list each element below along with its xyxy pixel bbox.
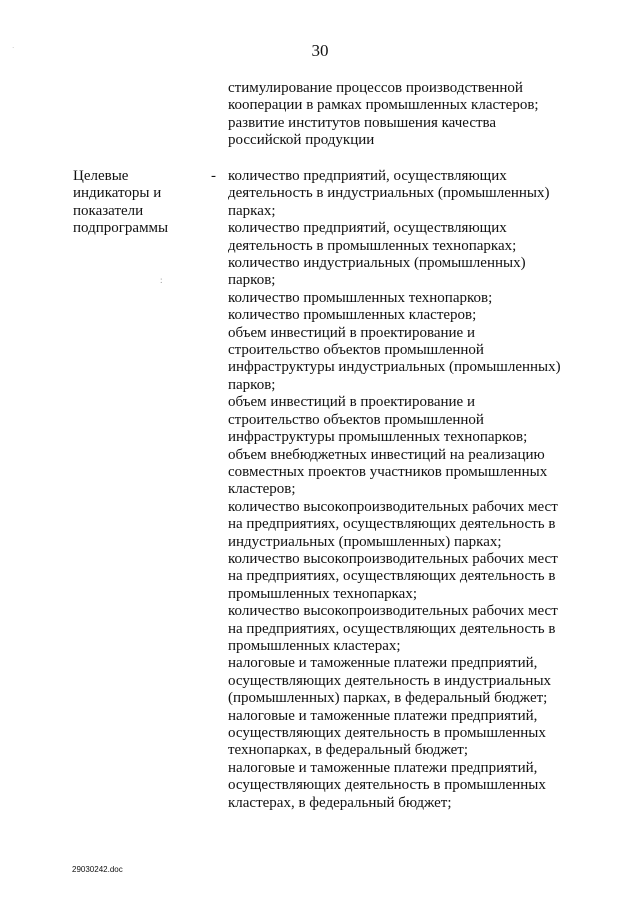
- indicator-line: осуществляющих деятельность в индустриальных: [228, 672, 552, 689]
- indicator-line: осуществляющих деятельность в промышленных: [228, 777, 546, 794]
- intro-line: развитие институтов повышения качества: [228, 114, 497, 131]
- indicator-line: (промышленных) парках, в федеральный бюджет;: [228, 690, 548, 707]
- indicator-line: инфраструктуры индустриальных (промышленных): [228, 359, 561, 376]
- scan-edge-mark: ·: [12, 44, 15, 52]
- intro-line: стимулирование процессов производственной: [228, 80, 523, 96]
- page-number: 30: [311, 41, 329, 60]
- indicator-line: количество предприятий, осуществляющих: [228, 168, 507, 184]
- indicator-line: кластеров;: [228, 481, 296, 498]
- indicator-line: количество высокопроизводительных рабочих мест: [228, 603, 558, 620]
- indicator-line: совместных проектов участников промышленных: [228, 463, 548, 480]
- indicator-line: на предприятиях, осуществляющих деятельность в: [228, 568, 556, 585]
- section-label-line: подпрограммы: [73, 220, 169, 237]
- indicator-line: строительство объектов промышленной: [228, 342, 484, 359]
- indicator-line: технопарках, в федеральный бюджет;: [228, 742, 468, 759]
- indicator-line: на предприятиях, осуществляющих деятельность в: [228, 516, 556, 533]
- indicator-line: осуществляющих деятельность в промышленных: [228, 725, 546, 741]
- scan-artifact-mark: :: [160, 275, 163, 285]
- indicator-line: деятельность в индустриальных (промышленных): [228, 185, 550, 202]
- indicator-line: парков;: [228, 272, 276, 289]
- section-label: [73, 168, 203, 238]
- indicator-line: объем инвестиций в проектирование и: [228, 324, 475, 341]
- indicator-line: количество высокопроизводительных рабочих мест: [228, 550, 558, 567]
- indicator-line: количество промышленных кластеров;: [228, 307, 477, 324]
- indicator-line: инфраструктуры промышленных технопарков;: [228, 429, 528, 446]
- indicator-line: количество предприятий, осуществляющих: [228, 220, 507, 237]
- section-label-line: индикаторы и: [73, 185, 162, 202]
- indicator-line: промышленных технопарках;: [228, 585, 418, 602]
- indicator-line: объем инвестиций в проектирование и: [228, 394, 475, 411]
- indicator-line: количество высокопроизводительных рабочих мест: [228, 498, 558, 515]
- indicator-line: кластерах, в федеральный бюджет;: [228, 794, 452, 811]
- indicator-line: деятельность в промышленных технопарках;: [228, 237, 517, 254]
- indicator-line: промышленных кластерах;: [228, 637, 401, 654]
- indicator-list: [228, 168, 618, 812]
- intro-line: кооперации в рамках промышленных кластеров;: [228, 97, 539, 114]
- indicator-line: парков;: [228, 376, 276, 393]
- indicator-line: налоговые и таможенные платежи предприятий,: [228, 759, 538, 776]
- indicator-line: строительство объектов промышленной: [228, 411, 484, 428]
- indicator-line: на предприятиях, осуществляющих деятельность в: [228, 620, 556, 637]
- indicator-line: налоговые и таможенные платежи предприятий,: [228, 707, 538, 724]
- indicator-line: объем внебюджетных инвестиций на реализацию: [228, 446, 545, 463]
- section-dash: -: [211, 168, 216, 184]
- document-filename: 29030242.doc: [72, 865, 123, 874]
- indicator-line: количество промышленных технопарков;: [228, 289, 493, 306]
- indicator-line: количество индустриальных (промышленных): [228, 255, 526, 272]
- intro-text: [228, 80, 608, 150]
- indicator-line: индустриальных (промышленных) парках;: [228, 533, 502, 550]
- section-label-line: Целевые: [73, 168, 129, 184]
- section-label-line: показатели: [73, 202, 144, 219]
- indicator-line: налоговые и таможенные платежи предприятий,: [228, 655, 538, 672]
- indicator-line: парках;: [228, 202, 276, 219]
- intro-line: российской продукции: [228, 132, 375, 149]
